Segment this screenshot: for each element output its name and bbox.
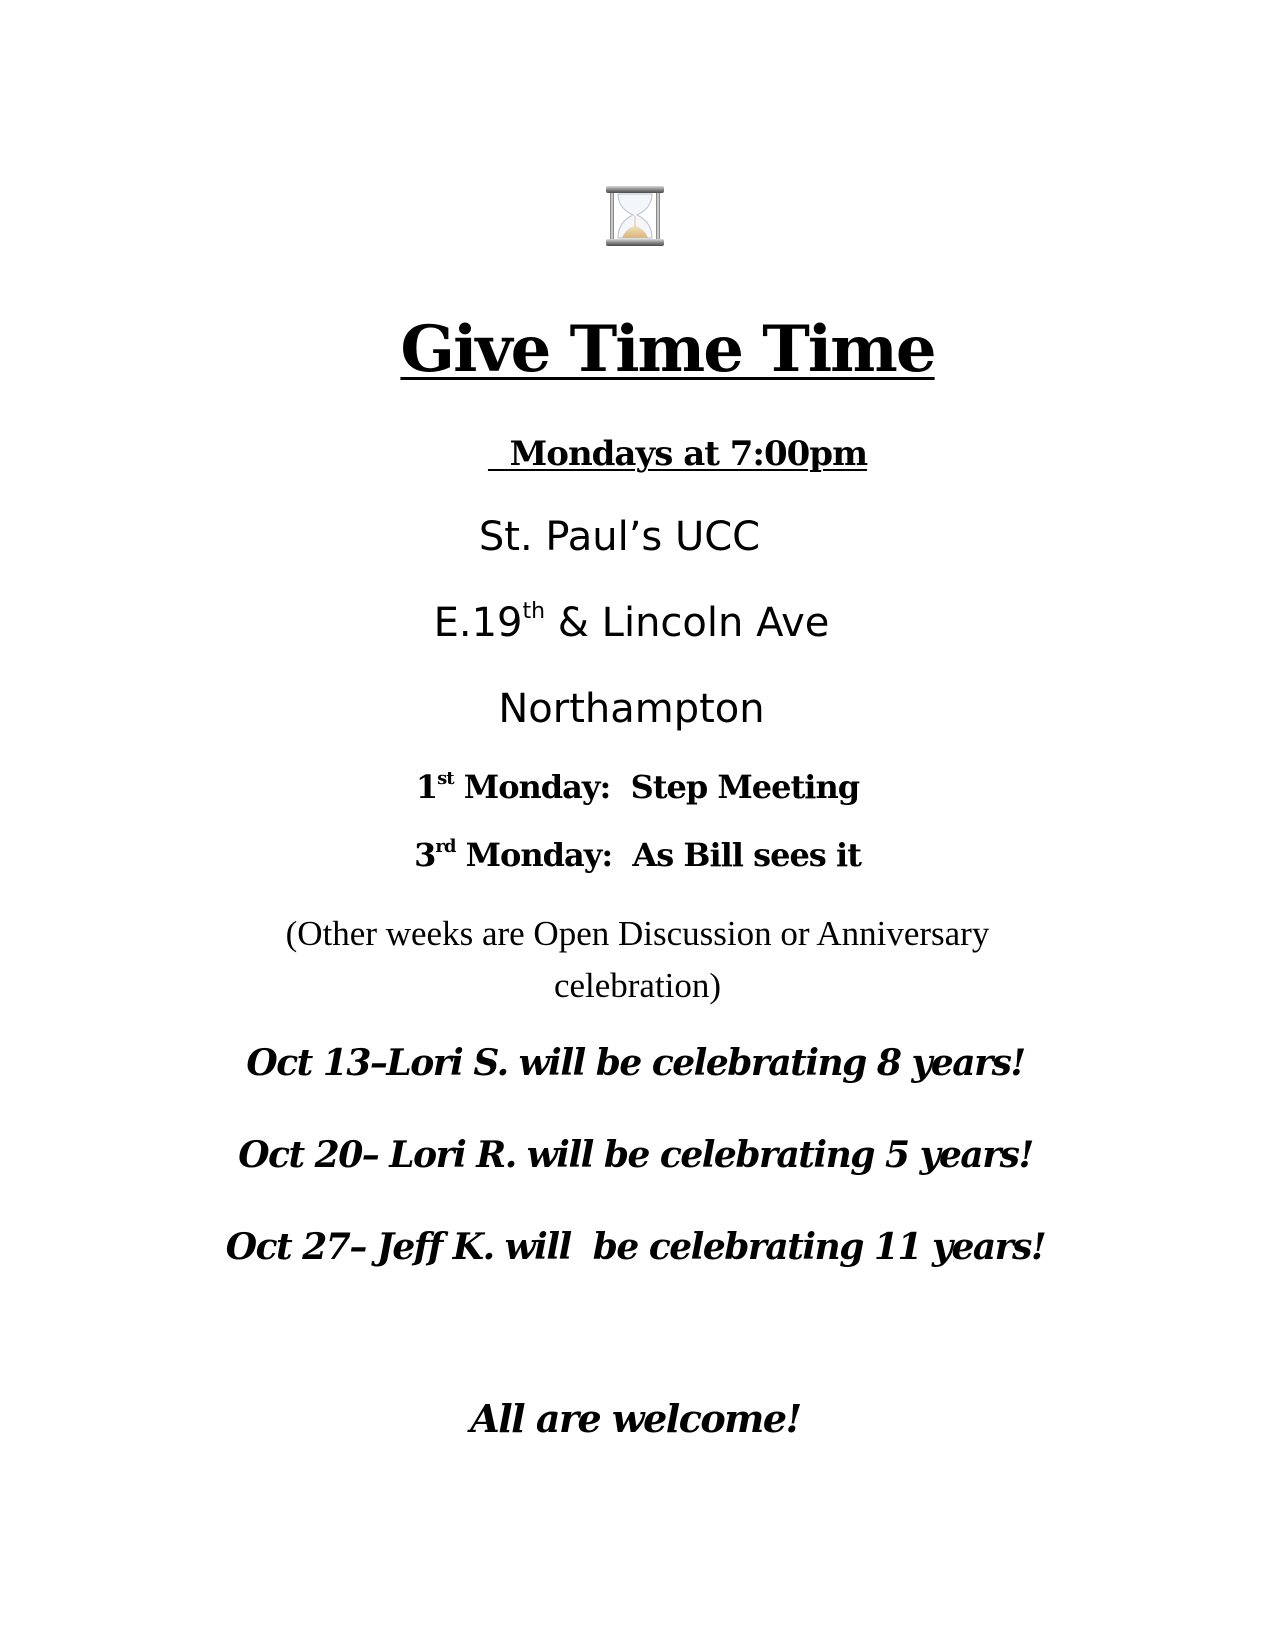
street-address xyxy=(0,600,1269,646)
street-suffix: th xyxy=(522,599,546,624)
meeting-description: Monday: Step Meeting xyxy=(453,768,860,806)
meeting-ordinal: 3 xyxy=(414,836,436,874)
hourglass-icon xyxy=(604,184,666,248)
first-monday-meeting xyxy=(0,768,1275,806)
page-title: Give Time Time xyxy=(400,312,935,387)
meeting-ordinal-suffix: st xyxy=(437,768,454,789)
celebration-item: Oct 27– Jeff K. will be celebrating 11 years! xyxy=(225,1226,1046,1268)
closing-message: All are welcome! xyxy=(470,1396,801,1441)
church-name: St. Paul’s UCC xyxy=(478,514,761,560)
meeting-ordinal: 1 xyxy=(415,768,438,806)
meeting-description: Monday: As Bill sees it xyxy=(455,836,861,874)
meeting-ordinal-suffix: rd xyxy=(435,836,456,857)
street-name: & Lincoln Ave xyxy=(545,600,830,646)
celebration-item: Oct 20– Lori R. will be celebrating 5 years! xyxy=(238,1134,1033,1176)
town-name: Northampton xyxy=(498,686,765,732)
third-monday-meeting xyxy=(0,836,1275,874)
note-line-1: (Other weeks are Open Discussion or Anniversary xyxy=(285,914,990,953)
street-number: E.19 xyxy=(433,600,523,646)
other-weeks-note xyxy=(0,908,1275,1012)
meeting-schedule: Mondays at 7:00pm xyxy=(487,434,868,474)
celebration-item: Oct 13–Lori S. will be celebrating 8 years! xyxy=(246,1042,1025,1084)
note-line-2: celebration) xyxy=(553,966,722,1005)
